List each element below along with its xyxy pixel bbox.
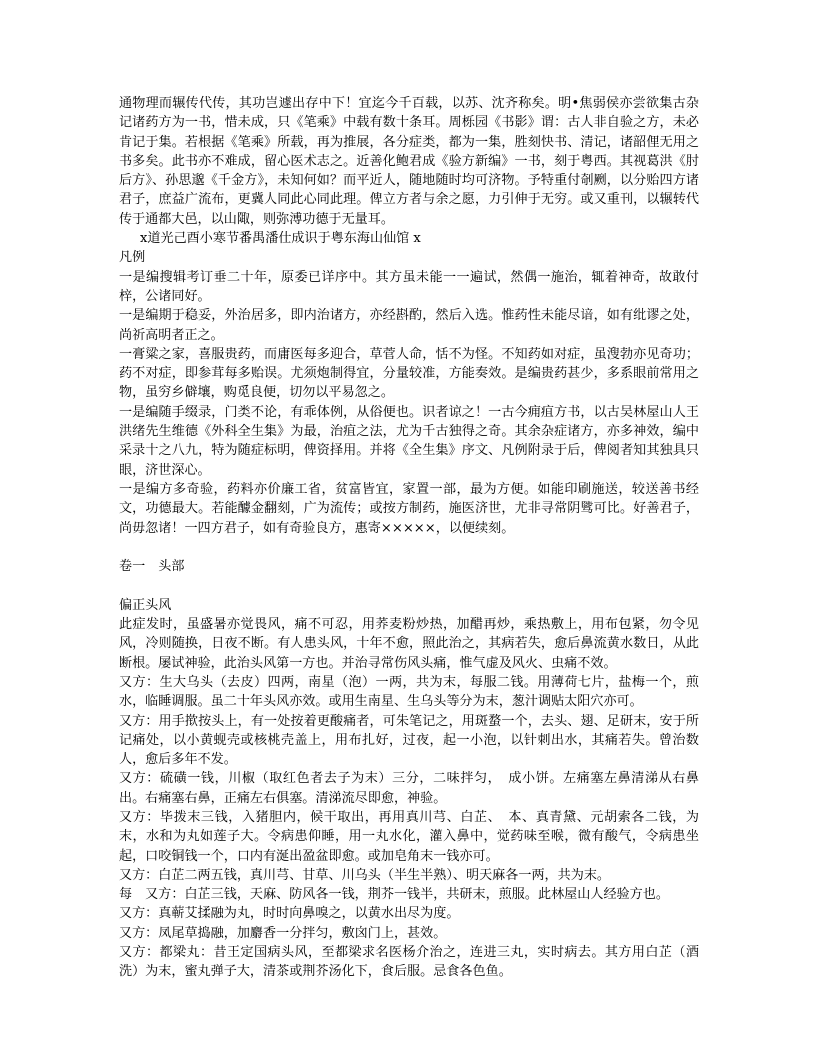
- remedy-paragraph: 又方：都梁丸：昔王定国病头风，至都梁求名医杨介治之，连进三丸，实时病去。其方用白芷（酒洗）为末，蜜丸弹子大，清茶或荆芥汤化下，食后服。忌食各色鱼。: [119, 945, 699, 980]
- section-title: 偏正头风: [119, 597, 172, 613]
- remedy-paragraph: 此症发时，虽盛暑亦觉畏风，痛不可忍，用荞麦粉炒热，加醋再炒，乘热敷上，用布包紧，勿令见风，冷则随换，日夜不断。有人患头风，十年不愈，照此治之，其病若失，愈后鼻流黄水数日，从此断根。屡试神验，此治头风第一方也。并治寻常伤风头痛，惟气虚及风火、虫痛不效。: [119, 617, 699, 671]
- spacer: [119, 538, 699, 557]
- fanli-item: 一是编方多奇验，药料亦价廉工省，贫富皆宜，家置一部，最为方便。如能印刷施送，较送善书经文，功德最大。若能醵金翻刻，广为流传；或按方制药，施医济世，尤非寻常阴骘可比。好善君子，尚毋忽诸！一四方君子，如有奇验良方，惠寄×××××，以便续刻。: [119, 481, 699, 536]
- remedy-paragraph: 又方：生大乌头（去皮）四两，南星（泡）一两，共为末，每服二钱。用薄荷七片，盐梅一个，煎水，临睡调服。虽二十年头风亦效。或用生南星、生乌头等分为末，葱汁调贴太阳穴亦可。: [119, 674, 699, 710]
- remedy-paragraph: 又方：毕拨末三钱，入猪胆内，候干取出，再用真川芎、白芷、 本、真青黛、元胡索各二钱，为末，水和为丸如莲子大。令病患仰睡，用一丸水化，灌入鼻中，觉药味至喉，微有酸气，令病患坐起，口咬铜钱一个，口内有涎出盈盆即愈。或加皂角末一钱亦可。: [119, 809, 699, 864]
- remedy-paragraph: 又方：白芷二两五钱，真川芎、甘草、川乌头（半生半熟）、明天麻各一两，共为末。: [119, 867, 611, 883]
- fanli-item: 一是编搜辑考订垂二十年，原委已详序中。其方虽未能一一遍试，然偶一施治，辄着神奇，故敢付梓，公诸同好。: [119, 269, 699, 304]
- remedy-paragraph: 又方：真蕲艾揉融为丸，时时向鼻嗅之，以黄水出尽为度。: [119, 906, 460, 922]
- fanli-item: 一膏粱之家，喜服贵药，而庸医每多迎合，草菅人命，恬不为怪。不知药如对症，虽溲勃亦见奇功；药不对症，即参茸每多贻误。尤须炮制得宜，分量较准，方能奏效。是编贵药甚少，多系眼前常用之物，虽穷乡僻壤，购觅良便，切勿以平易忽之。: [119, 346, 699, 401]
- spacer: [119, 576, 699, 595]
- remedy-paragraph: 又方：凤尾草捣融，加麝香一分拌匀，敷囟门上，甚效。: [119, 925, 447, 941]
- remedy-paragraph: 又方：硫磺一钱，川椒（取红色者去子为末）三分，二味拌匀， 成小饼。左痛塞左鼻清涕从右鼻出。右痛塞右鼻，正痛左右俱塞。清涕流尽即愈，神验。: [119, 771, 699, 806]
- fanli-title: 凡例: [119, 250, 146, 266]
- preface-paragraph: 通物理而辗传代传，其功岂遽出存中下！宜迄今千百载，以苏、沈齐称矣。明•焦弱侯亦尝欲集古杂记诸药方为一书，惜未成，只《笔乘》中载有数十条耳。周栎园《书影》谓：古人非自验之方，未必肯记于集。若根据《笔乘》所载，再为推展，各分症类，都为一集，胜刻快书、清记，诸韶俚无用之书多矣。此书亦不难成，留心医术志之。近善化鲍君成《验方新编》一书，刻于粤西。其视葛洪《肘后方》、孙思邈《千金方》，未知何如？而平近人，随地随时均可济物。予特重付剞劂，以分贻四方诸君子，庶益广流布，更冀人同此心同此理。俾立方者与余之愿，力引伸于无穷。或又重刊，以辗转代传于通都大邑，以山陬，则弥溥功德于无量耳。: [119, 96, 699, 227]
- fanli-item: 一是编期于稳妥，外治居多，即内治诸方，亦经斟酌，然后入选。惟药性未能尽谙，如有纰谬之处，尚祈高明者正之。: [119, 308, 699, 343]
- remedy-paragraph: 每 又方：白芷三钱，天麻、防风各一钱，荆芥一钱半，共研末，煎服。此林屋山人经验方也。: [119, 887, 669, 903]
- document-page: [119, 94, 699, 982]
- fanli-item: 一是编随手缀录，门类不论，有乖体例，从俗便也。识者谅之！一古今痈疽方书，以古吴林屋山人王洪绪先生维德《外科全生集》为最，治疽之法，尤为千古独得之奇。其余杂症诸方，亦多神效，编中采录十之八九，特为随症标明，俾资择用。并将《全生集》序文、凡例附录于后，俾阅者知其独具只眼，济世深心。: [119, 404, 699, 478]
- volume-title: 卷一 头部: [119, 559, 185, 575]
- remedy-paragraph: 又方：用手揿按头上，有一处按着更酸痛者，可朱笔记之，用斑蝥一个，去头、翅、足研末，安于所记痛处，以小黄蚬壳或核桃壳盖上，用布扎好，过夜，起一小泡，以针刺出水，其痛若失。曾治数人，愈后多年不发。: [119, 713, 699, 768]
- preface-signature: x道光己酉小寒节番禺潘仕成识于粤东海山仙馆 x: [140, 231, 421, 247]
